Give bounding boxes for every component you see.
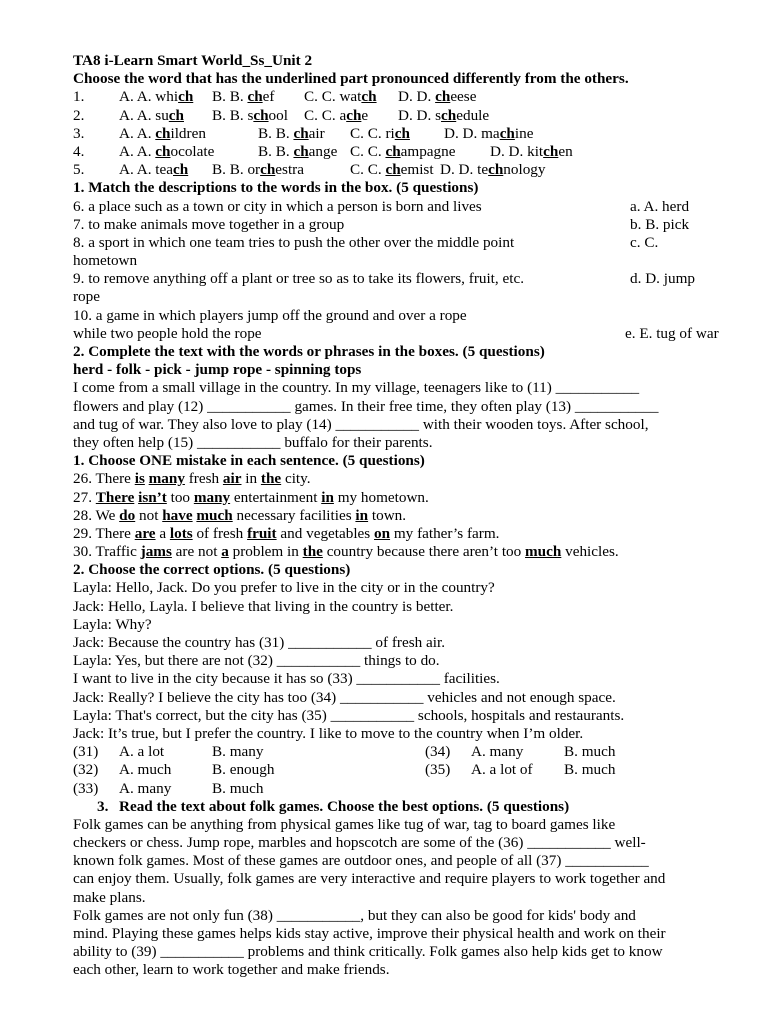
option-text: B. B.	[258, 142, 294, 160]
sentence-text: fresh	[184, 470, 223, 488]
underlined-word: are	[134, 524, 156, 542]
passage-line: they often help (15) ___________ buffalo for their parents.	[73, 433, 433, 451]
option-35-b: B. much	[564, 761, 616, 779]
pronunciation-option-d	[398, 107, 489, 125]
mistake-sentence	[73, 489, 733, 507]
mistake-sentence	[73, 525, 733, 543]
dialogue-line: Layla: Yes, but there are not (32) ___________ things to do.	[73, 652, 440, 670]
section-reading-label: Read the text about folk games. Choose the best options. (5 questions)	[119, 797, 570, 815]
underlined-word: many	[193, 488, 231, 506]
option-text: emist	[400, 161, 434, 179]
underlined-part: ch	[361, 88, 377, 106]
option-number-35: (35)	[425, 761, 451, 779]
pronunciation-option-a	[119, 161, 188, 179]
complete-text-passage	[73, 379, 733, 452]
mistake-sentences	[73, 470, 733, 561]
pronunciation-option-c	[304, 88, 377, 106]
match-option-d: d. D. jump	[630, 270, 695, 288]
sentence-text: my hometown.	[333, 488, 429, 506]
option-text: B. B.	[258, 124, 294, 142]
option-text: ampagne	[400, 142, 456, 160]
option-text: A. A.	[119, 142, 156, 160]
pronunciation-questions	[73, 88, 733, 179]
underlined-part: ch	[247, 88, 263, 106]
sentence-text: 30. Traffic	[73, 543, 141, 561]
underlined-part: ch	[293, 142, 309, 160]
sentence-text: problem in	[228, 543, 303, 561]
sentence-text: town.	[368, 506, 407, 524]
pronunciation-row	[73, 143, 733, 161]
match-option-e: e. E. tug of war	[625, 324, 719, 342]
underlined-part: ch	[155, 124, 171, 142]
underlined-word: many	[148, 470, 185, 488]
underlined-part: ch	[441, 106, 457, 124]
option-number-34: (34)	[425, 743, 451, 761]
option-text: en	[558, 142, 573, 160]
option-text: D. D. ma	[444, 124, 500, 142]
pronunciation-option-a	[119, 143, 214, 161]
dialogue-line: Layla: Why?	[73, 615, 152, 633]
option-text: ange	[308, 142, 338, 160]
match-desc-7: 7. to make animals move together in a group	[73, 215, 345, 233]
option-text: A. A.	[119, 124, 156, 142]
pronunciation-option-c	[304, 107, 368, 125]
option-text: A. A. tea	[119, 161, 173, 179]
underlined-word: much	[525, 543, 562, 561]
match-option-c-cont: hometown	[73, 252, 138, 270]
options-row-3	[73, 780, 733, 798]
underlined-word: air	[222, 470, 242, 488]
dialogue-line: Jack: It’s true, but I prefer the country. I like to move to the country when I’m older.	[73, 724, 584, 742]
option-35-a: A. a lot of	[471, 761, 533, 779]
sentence-text: in	[241, 470, 261, 488]
dialogue-line: Jack: Because the country has (31) ___________ of fresh air.	[73, 634, 445, 651]
section-reading-number: 3.	[97, 797, 109, 815]
underlined-part: ch	[178, 88, 194, 106]
pronunciation-option-c	[350, 143, 455, 161]
sentence-text: 28. We	[73, 506, 120, 524]
match-option-b: b. B. pick	[630, 215, 690, 233]
underlined-part: ch	[385, 142, 401, 160]
passage-line: can enjoy them. Usually, folk games are very interactive and require players to work together and	[73, 870, 666, 888]
pronunciation-option-d	[440, 161, 545, 179]
underlined-word: jams	[140, 543, 172, 561]
sentence-text: of fresh	[192, 524, 248, 542]
match-row-10	[73, 325, 733, 343]
option-32-a: A. much	[119, 761, 172, 779]
pronunciation-option-b	[212, 88, 274, 106]
passage-line: I come from a small village in the country. In my village, teenagers like to (11) ___________	[73, 379, 640, 397]
sentence-text: and vegetables	[276, 524, 375, 542]
pronunciation-row	[73, 88, 733, 106]
options-row-2	[73, 761, 733, 779]
mistake-sentence	[73, 507, 733, 525]
option-text: air	[308, 124, 325, 142]
section-reading-title	[73, 798, 733, 816]
sentence-text: a	[155, 524, 170, 542]
underlined-word: do	[119, 506, 136, 524]
option-text: C. C.	[350, 142, 386, 160]
option-number-31: (31)	[73, 743, 99, 761]
passage-line: known folk games. Most of these games are outdoor ones, and people of all (37) ___________	[73, 852, 649, 870]
underlined-part: ch	[253, 106, 269, 124]
pronunciation-option-c	[350, 161, 434, 179]
pronunciation-option-b	[212, 161, 304, 179]
option-text: ildren	[170, 124, 206, 142]
underlined-word: isn’t	[138, 488, 167, 506]
match-desc-6: 6. a place such as a town or city in which a person is born and lives	[73, 197, 482, 215]
pronunciation-option-a	[119, 88, 197, 106]
sentence-text: 29. There	[73, 524, 135, 542]
underlined-word: There	[95, 488, 135, 506]
passage-line: Folk games can be anything from physical games like tug of war, tag to board games like	[73, 815, 616, 833]
underlined-part: ch	[394, 124, 410, 142]
underlined-part: ch	[435, 88, 451, 106]
passage-line: and tug of war. They also love to play (14) ___________ with their wooden toys. After school,	[73, 415, 649, 433]
underlined-word: lots	[169, 524, 193, 542]
mistake-sentence	[73, 543, 733, 561]
underlined-word: have	[162, 506, 193, 524]
match-desc-8: 8. a sport in which one team tries to push the other over the middle point	[73, 233, 515, 251]
worksheet-title: TA8 i-Learn Smart World_Ss_Unit 2	[73, 52, 313, 69]
option-text: D. D.	[398, 88, 436, 106]
underlined-word: the	[260, 470, 282, 488]
sentence-text: country because there aren’t too	[322, 543, 526, 561]
sentence-text: city.	[281, 470, 311, 488]
word-box: herd - folk - pick - jump rope - spinning tops	[73, 361, 362, 379]
option-text: ef	[262, 88, 275, 106]
mistake-sentence	[73, 470, 733, 488]
option-text: edule	[456, 106, 490, 124]
match-row-8	[73, 234, 733, 252]
sentence-text: necessary facilities	[232, 506, 356, 524]
underlined-word: a	[221, 543, 229, 561]
dialogue-line: Layla: Hello, Jack. Do you prefer to live in the city or in the country?	[73, 579, 495, 597]
option-text: estra	[275, 161, 304, 179]
match-row-9	[73, 270, 733, 288]
option-text: ocolate	[170, 142, 215, 160]
section-options-title: 2. Choose the correct options. (5 questions)	[73, 561, 351, 579]
option-text: D. D. kit	[490, 142, 544, 160]
worksheet	[73, 52, 733, 980]
sentence-text: are not	[171, 543, 222, 561]
underlined-part: ch	[168, 106, 184, 124]
sentence-text: too	[166, 488, 194, 506]
underlined-part: ch	[173, 161, 189, 179]
pronunciation-option-d	[490, 143, 573, 161]
pronunciation-option-c	[350, 125, 410, 143]
option-34-b: B. much	[564, 743, 616, 761]
option-text: C. C.	[350, 161, 386, 179]
option-text: A. A. whi	[119, 88, 179, 106]
passage-line: Folk games are not only fun (38) ___________, but they can also be good for kids' body and	[73, 906, 636, 924]
match-desc-10: 10. a game in which players jump off the ground and over a rope	[73, 306, 467, 324]
passage-line: make plans.	[73, 888, 146, 906]
sentence-text: not	[135, 506, 163, 524]
underlined-part: ch	[260, 161, 276, 179]
underlined-word: on	[374, 524, 391, 542]
underlined-word: in	[321, 488, 334, 506]
match-option-c: c. C.	[630, 233, 659, 251]
pronunciation-option-a	[119, 125, 206, 143]
pronunciation-option-d	[444, 125, 533, 143]
reading-passage	[73, 816, 733, 980]
passage-line: ability to (39) ___________ problems and think critically. Folk games also help kids get to know	[73, 943, 663, 961]
passage-line: flowers and play (12) ___________ games. In their free time, they often play (13) ___________	[73, 397, 659, 415]
match-option-d-cont: rope	[73, 288, 100, 306]
option-33-a: A. many	[119, 779, 172, 797]
sentence-text: entertainment	[230, 488, 322, 506]
option-text: C. C. wat	[304, 88, 362, 106]
option-text: ine	[514, 124, 534, 142]
pronunciation-row	[73, 107, 733, 125]
option-text: B. B.	[212, 88, 248, 106]
section-complete-title: 2. Complete the text with the words or phrases in the boxes. (5 questions)	[73, 343, 545, 360]
option-text: A. A. su	[119, 106, 169, 124]
option-text	[193, 88, 197, 105]
options-row-1	[73, 743, 733, 761]
option-text: B. B. or	[212, 161, 261, 179]
dialogue-line: Layla: That's correct, but the city has (35) ___________ schools, hospitals and restaurants.	[73, 706, 625, 724]
underlined-word: much	[196, 506, 233, 524]
underlined-part: ch	[488, 161, 504, 179]
option-34-a: A. many	[471, 743, 524, 761]
underlined-word: the	[302, 543, 323, 561]
section-mistake-title: 1. Choose ONE mistake in each sentence. (5 questions)	[73, 452, 425, 470]
section-match-title: 1. Match the descriptions to the words in the box. (5 questions)	[73, 179, 479, 197]
sentence-text: vehicles.	[561, 543, 619, 561]
option-number-33: (33)	[73, 779, 99, 797]
dialogue	[73, 579, 733, 743]
question-number: 3.	[73, 124, 85, 142]
underlined-part: ch	[543, 142, 559, 160]
question-number: 4.	[73, 142, 85, 160]
underlined-word: fruit	[247, 524, 277, 542]
dialogue-line: Jack: Really? I believe the city has too (34) ___________ vehicles and not enough space.	[73, 688, 616, 706]
match-desc-9: 9. to remove anything off a plant or tree so as to take its flowers, fruit, etc.	[73, 270, 524, 288]
section-pronunciation-instructions: Choose the word that has the underlined part pronounced differently from the others.	[73, 70, 629, 88]
match-option-a: a. A. herd	[630, 197, 690, 215]
sentence-text: 26. There	[73, 470, 135, 488]
option-number-32: (32)	[73, 761, 99, 779]
question-number: 1.	[73, 88, 85, 106]
option-text: B. B. s	[212, 106, 254, 124]
match-row-6	[73, 198, 733, 216]
match-row-7	[73, 216, 733, 234]
underlined-part: ch	[155, 142, 171, 160]
option-text: eese	[450, 88, 477, 106]
passage-line: checkers or chess. Jump rope, marbles and hopscotch are some of the (36) ___________ well-	[73, 834, 646, 852]
pronunciation-option-a	[119, 107, 188, 125]
option-text: D. D. s	[398, 106, 442, 124]
passage-line: each other, learn to work together and make friends.	[73, 961, 390, 979]
match-desc-10-cont: while two people hold the rope	[73, 324, 262, 342]
option-text: e	[361, 106, 369, 124]
pronunciation-option-b	[212, 107, 288, 125]
option-33-b: B. much	[212, 779, 264, 797]
option-32-b: B. enough	[212, 761, 275, 779]
option-text: ool	[268, 106, 288, 124]
underlined-part: ch	[293, 124, 309, 142]
pronunciation-row	[73, 125, 733, 143]
sentence-text: 27.	[73, 488, 96, 506]
dialogue-line: I want to live in the city because it has so (33) ___________ facilities.	[73, 670, 500, 688]
option-text: C. C. a	[304, 106, 347, 124]
question-number: 2.	[73, 106, 85, 124]
pronunciation-row	[73, 161, 733, 179]
dialogue-line: Jack: Hello, Layla. I believe that living in the country is better.	[73, 597, 454, 615]
passage-line: mind. Playing these games helps kids stay active, improve their physical health and work on their	[73, 925, 666, 942]
option-31-b: B. many	[212, 743, 264, 761]
option-31-a: A. a lot	[119, 743, 165, 761]
option-text: C. C. ri	[350, 124, 395, 142]
underlined-word: is	[134, 470, 145, 488]
sentence-text: my father’s farm.	[390, 524, 500, 542]
underlined-part: ch	[499, 124, 515, 142]
underlined-part: ch	[346, 106, 362, 124]
pronunciation-option-b	[258, 125, 325, 143]
question-number: 5.	[73, 161, 85, 179]
option-text	[184, 107, 188, 124]
option-text: D. D. te	[440, 161, 489, 179]
option-text: nology	[503, 161, 546, 179]
underlined-part: ch	[385, 161, 401, 179]
pronunciation-option-d	[398, 88, 476, 106]
pronunciation-option-b	[258, 143, 337, 161]
underlined-word: in	[355, 506, 369, 524]
